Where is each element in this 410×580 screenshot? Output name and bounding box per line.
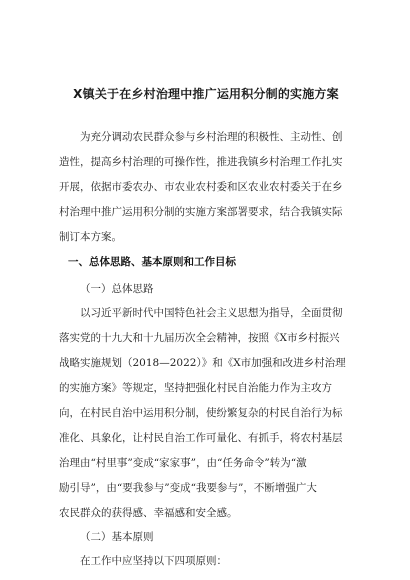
intro-line-1: 为充分调动农民群众参与乡村治理的积极性、主动性、创 <box>80 131 343 143</box>
body-line-8: 励引导”，由“要我参与”变成“我要参与”，不断增强广大 <box>59 482 317 494</box>
body-line-4: 的实施方案》等规定，坚持把强化村民自治能力作为主攻方 <box>59 382 332 394</box>
body-line-3: 战略实施规划（2018—2022）》和《X市加强和改进乡村治理 <box>59 357 346 369</box>
body-line-9: 农民群众的获得感、幸福感和安全感。 <box>59 507 238 519</box>
intro-line-3: 开展，依据市委农办、市农业农村委和区农业农村委关于在乡 <box>59 181 343 193</box>
body-line-2: 落实党的十九大和十九届历次全会精神，按照《X市乡村振兴 <box>59 332 340 344</box>
intro-line-4: 村治理中推广运用积分制的实施方案部署要求，结合我镇实际 <box>59 206 343 218</box>
body-line-5: 向，在村民自治中运用积分制，使纷繁复杂的村民自治行为标 <box>59 407 343 419</box>
subsection-heading: （一）总体思路 <box>80 283 154 295</box>
body-line-10: 在工作中应坚持以下四项原则： <box>80 555 227 567</box>
document-title: X镇关于在乡村治理中推广运用积分制的实施方案 <box>73 87 339 101</box>
body-line-1: 以习近平新时代中国特色社会主义思想为指导，全面贯彻 <box>80 307 343 319</box>
section-heading: 一、总体思路、基本原则和工作目标 <box>68 256 236 268</box>
subsection-heading-2: （二）基本原则 <box>80 531 154 543</box>
intro-line-2: 造性，提高乡村治理的可操作性，推进我镇乡村治理工作扎实 <box>59 156 343 168</box>
body-line-6: 准化、具象化，让村民自治工作可量化、有抓手，将农村基层 <box>59 432 343 444</box>
intro-line-5: 制订本方案。 <box>59 231 122 243</box>
body-line-7: 治理由“村里事”变成“家家事”，由“任务命令”转为“激 <box>59 457 307 469</box>
